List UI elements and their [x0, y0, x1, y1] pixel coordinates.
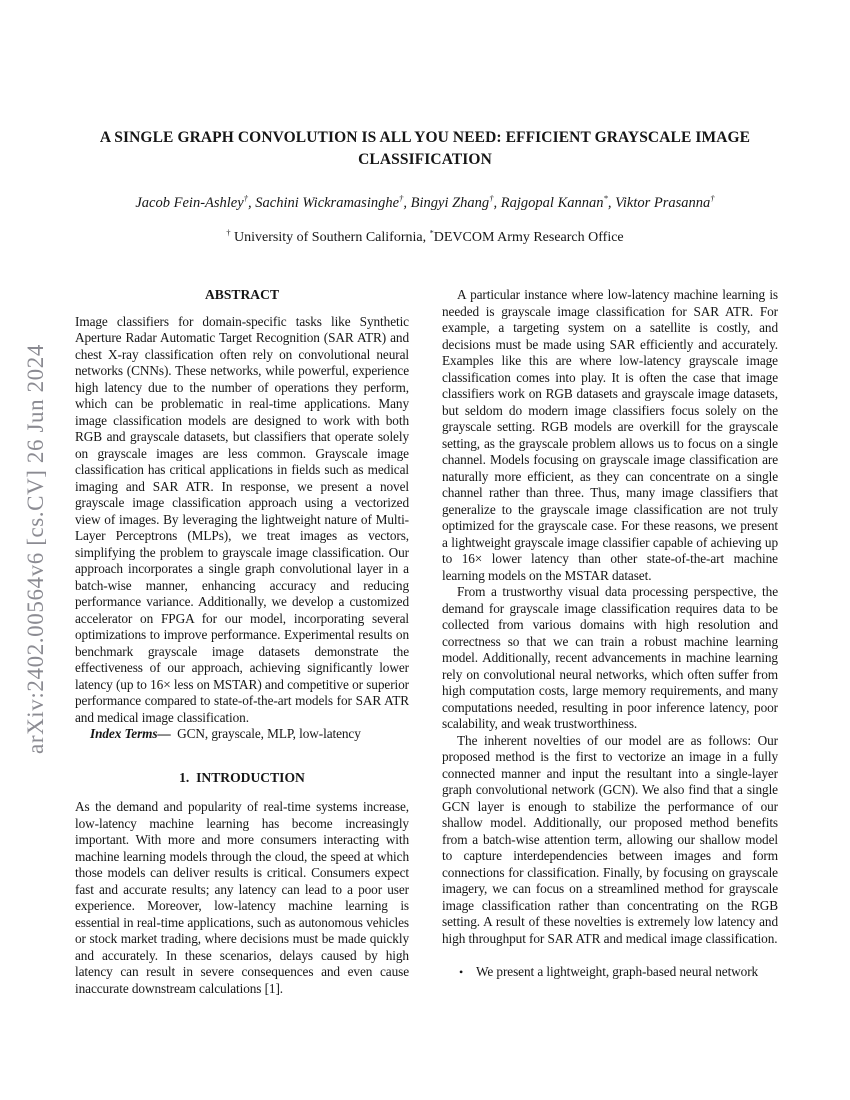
author: Viktor Prasanna† — [615, 193, 715, 211]
author-affiliation-mark: * — [603, 193, 608, 204]
affiliation-mark-asterisk: * — [429, 228, 434, 238]
author-affiliation-mark: † — [243, 193, 249, 204]
author-list — [0, 195, 850, 212]
author: Sachini Wickramasinghe†, — [255, 193, 411, 211]
abstract-paragraph: Image classifiers for domain-specific tasks like Synthetic Aperture Radar Automatic Target Recognition (SAR ATR) and chest X-ray classification often rely on convolutional neural networks (CNNs). These networks, while powerful, experience high latency due to the number of operations they perform, which can be problematic in real-time applications. Many image classification models are designed to work with both RGB and grayscale datasets, but classifiers that operate solely on grayscale images are less common. Grayscale image classification has critical applications in fields such as medical imaging and SAR ATR. In response, we present a novel grayscale image classification approach using a vectorized view of images. By leveraging the lightweight nature of Multi-Layer Perceptrons (MLPs), we treat images as vectors, simplifying the problem to grayscale image classification. Our approach incorporates a single graph convolutional layer in a batch-wise manner, enhancing accuracy and reducing performance variance. Additionally, we develop a customized accelerator on FPGA for our model, incorporating several optimizations to improve performance. Experimental results on benchmark grayscale image datasets demonstrate the effectiveness of our approach, achieving significantly lower latency (up to 16× less on MSTAR) and competitive or superior performance compared to state-of-the-art models for SAR ATR and medical image classification. — [75, 313, 409, 725]
index-terms-line — [75, 726, 409, 743]
affiliation-text: University of Southern California, — [230, 230, 430, 245]
index-terms-label: Index Terms— — [90, 726, 171, 741]
arxiv-stamp: arXiv:2402.00564v6 [cs.CV] 26 Jun 2024 — [23, 344, 48, 754]
index-terms-list: GCN, grayscale, MLP, low-latency — [170, 726, 361, 741]
abstract-heading: ABSTRACT — [204, 287, 280, 302]
bullet-icon: • — [459, 965, 464, 979]
affiliation-mark-dagger: † — [226, 228, 231, 238]
contribution-bullet — [442, 964, 778, 981]
left-column — [75, 287, 409, 997]
author-affiliation-mark: † — [710, 193, 715, 204]
affiliation-text: DEVCOM Army Research Office — [433, 230, 624, 245]
body-paragraph: The inherent novelties of our model are as follows: Our proposed method is the first to vectorize an image in a fully connected manner and input the resultant into a single-layer graph convolutional network (GCN). We also find that a single GCN layer is enough to stabilize the performance of our shallow model. Additionally, our proposed method benefits from a batch-wise attention term, allowing our shallow model to capture interdependencies between images and form connections for classification. Finally, by focusing on grayscale imagery, we can focus on a streamlined method for grayscale image classification rather than concentrating on the RGB setting. A result of these novelties is extremely low latency and high throughput for SAR ATR and medical image classification. — [442, 732, 778, 946]
contribution-bullet-text: We present a lightweight, graph-based neural network — [476, 964, 759, 979]
right-column — [442, 287, 778, 981]
paper-title-line-1: A SINGLE GRAPH CONVOLUTION IS ALL YOU NEED: EFFICIENT GRAYSCALE IMAGE — [99, 129, 751, 146]
introduction-paragraph: As the demand and popularity of real-time systems increase, low-latency machine learning has become increasingly important. With more and more consumers interacting with machine learning models through the cloud, the speed at which those models can deliver results is critical. Consumers expect fast and accurate results; any latency can lead to a poor user experience. Moreover, low-latency machine learning is essential in real-time applications, such as autonomous vehicles or stock market trading, where decisions must be made quickly and accurately. In these scenarios, delays caused by high latency can result in severe consequences and even cause inaccurate downstream calculations [1]. — [75, 799, 409, 996]
author: Rajgopal Kannan*, — [500, 193, 616, 211]
paper-title — [0, 127, 850, 171]
paper-title-line-2: CLASSIFICATION — [358, 151, 492, 168]
author: Jacob Fein-Ashley†, — [135, 193, 256, 211]
author: Bingyi Zhang†, — [410, 193, 501, 211]
author-affiliation-mark: † — [399, 193, 404, 204]
introduction-heading: 1. INTRODUCTION — [179, 769, 305, 785]
body-paragraph: A particular instance where low-latency machine learning is needed is grayscale image classification for SAR ATR. For example, a targeting system on a satellite is costly, and decisions must be made using SAR efficiently and accurately. Examples like this are where low-latency grayscale image classification comes into play. It is often the case that image classifiers work on RGB datasets and grayscale image datasets, but seldom do modern image classifiers focus solely on the grayscale setting. RGB models are overkill for the grayscale setting, as the grayscale problem allows us to focus on a single channel. Models focusing on grayscale image classification are naturally more efficient, as they can concentrate on a single channel rather than three. Thus, many image classifiers that generalize to the grayscale image classification are not truly optimized for the grayscale case. For these reasons, we present a lightweight grayscale image classifier capable of achieving up to 16× lower latency than other state-of-the-art machine learning models on the MSTAR dataset. — [442, 287, 778, 583]
body-paragraph: From a trustworthy visual data processing perspective, the demand for grayscale image classification requires data to be collected from various domains with high resolution and correctness so that we can train a robust machine learning model. Additionally, recent advancements in machine learning rely on convolutional neural networks, which often suffer from high computation costs, large memory requirements, and many computations needed, resulting in poor inference latency, poor scalability, and weak trustworthiness. — [442, 584, 778, 731]
affiliation-line — [0, 230, 850, 246]
author-affiliation-mark: † — [489, 193, 494, 204]
